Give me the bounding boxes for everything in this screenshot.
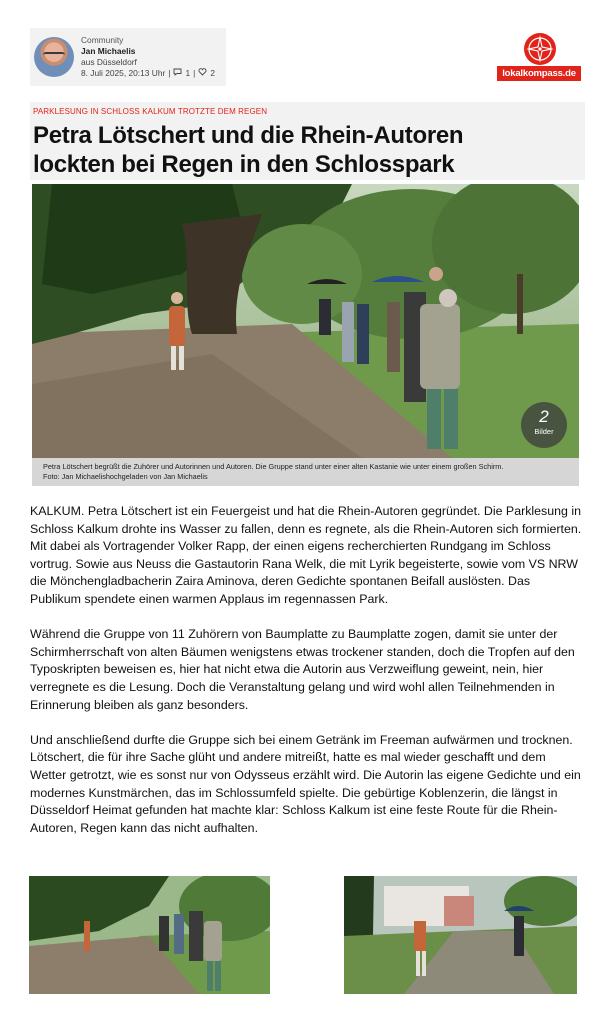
site-logo[interactable] (497, 32, 581, 84)
author-card[interactable] (30, 28, 226, 86)
publish-date: 8. Juli 2025, 20:13 Uhr (81, 68, 166, 78)
article-title (33, 121, 583, 179)
paragraph: Und anschließend durfte die Gruppe sich bei einem Getränk im Freeman aufwärmen und trocknen. Lötschert, die für ihre Sache glüht und andere mitreißt, hatte es mal wieder geschafft und dem Wetter getrotzt, wie es sonst nur von Odysseus erzählt wird. Die Autorin las eigene Gedichte und ein modernes Kunstmärchen, das im Schlossumfeld spielte. Die gebürtige Koblenzerin, die längst in Düsseldorf Heimat gefunden hat machte klar: Schloss Kalkum ist eine feste Route für die Rhein-Autoren, Regen kann das nicht aufhalten. (30, 732, 581, 835)
logo-text: lokalkompass.de (497, 66, 581, 81)
like-count[interactable]: 2 (210, 68, 215, 78)
paragraph: Während die Gruppe von 11 Zuhörern von Baumplatte zu Baumplatte zogen, damit sie unter der Schirmherrschaft von alten Bäumen wenigstens etwas trockener standen, doch die Tropfen auf den Typoskripten beweisen es, hier hat nicht etwa die Autorin aus Verzweiflung geweint, nein, hier verregnete es die Lesung. Doch die Veranstaltung gelang und wird wohl allen Teilnehmenden in Erinnerung bleiben als ganz besonders. (30, 627, 575, 712)
photo-count-label: Bilder (534, 427, 554, 436)
author-meta: 8. Juli 2025, 20:13 Uhr | 1 | 2 (81, 68, 215, 78)
article-kicker: PARKLESUNG IN SCHLOSS KALKUM TROTZTE DEM REGEN (33, 107, 268, 116)
author-community: Community (81, 35, 124, 45)
photo-count: 2 (539, 407, 549, 426)
article-header (30, 102, 585, 180)
article-body (30, 503, 582, 855)
title-line-1: Petra Lötschert und die Rhein-Autoren (33, 122, 464, 149)
caption-credit: Foto: Jan Michaelishochgeladen von Jan Michaelis (43, 472, 208, 481)
title-line-2: lockten bei Regen in den Schlosspark (33, 151, 455, 178)
main-photo[interactable] (32, 184, 579, 458)
author-name[interactable]: Jan Michaelis (81, 46, 136, 56)
comment-icon[interactable] (173, 68, 182, 79)
caption-text: Petra Lötschert begrüßt die Zuhörer und Autorinnen und Autoren. Die Gruppe stand unter einer alten Kastanie wie unter einem großen Schirm. (43, 462, 504, 471)
author-avatar[interactable] (34, 37, 74, 77)
comment-count[interactable]: 1 (185, 68, 191, 78)
photo-caption (32, 458, 579, 486)
paragraph: KALKUM. Petra Lötschert ist ein Feuergeist und hat die Rhein-Autoren gegründet. Die Parklesung in Schloss Kalkum drohte ins Wasser zu fallen, denn es regnete, als die Rhein-Autoren sich formierten. Mit dabei als Vortragender Volker Rapp, der einen eigens recherchierten Rundgang im Schloss vortrug. Sowie aus Neuss die Gastautorin Rana Welk, die mit Lyrik begeisterte, sowie vom VS NRW die Mönchengladbacherin Zaira Aminova, deren Gedichte spontanen Beifall auslösten. Das Publikum spendete einen warmen Applaus im regennassen Park. (30, 504, 582, 606)
author-info (81, 35, 215, 79)
gallery-photo-1[interactable] (29, 876, 270, 994)
author-location: aus Düsseldorf (81, 57, 137, 67)
compass-icon (523, 32, 557, 66)
photo-count-badge[interactable] (521, 402, 567, 448)
heart-icon[interactable] (198, 68, 207, 79)
gallery-photo-2[interactable] (344, 876, 577, 994)
